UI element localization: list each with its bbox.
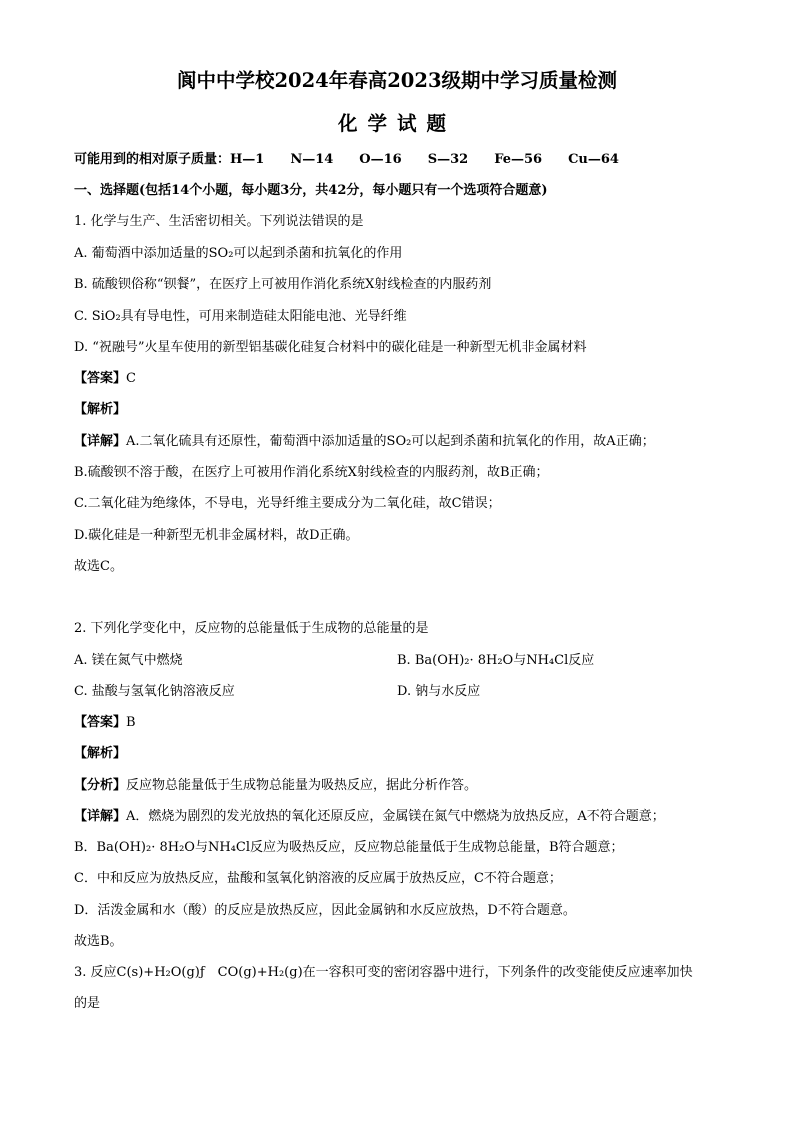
q1-detail-d: D.碳化硅是一种新型无机非金属材料，故D正确。 [74,528,359,543]
q2-option-b: B. Ba(OH)₂· 8H₂O与NH₄Cl反应 [397,653,595,668]
section-title: 一、选择题(包括14个小题，每小题3分，共42分，每小题只有一个选项符合题意) [74,183,548,198]
q1-option-b: B. 硫酸钡俗称“钡餐”，在医疗上可被用作消化系统X射线检查的内服药剂 [74,277,492,292]
q1-option-d: D. “祝融号”火星车使用的新型铝基碳化硅复合材料中的碳化硅是一种新型无机非金属材料 [74,340,587,355]
q2-detail-b: B．Ba(OH)₂· 8H₂O与NH₄Cl反应为吸热反应，反应物总能量低于生成物总能量，B符合题意； [74,840,624,855]
q1-option-c: C. SiO₂具有导电性，可用来制造硅太阳能电池、光导纤维 [74,309,407,324]
detail-label: 【详解】 [74,809,127,824]
q2-stem: 2. 下列化学变化中，反应物的总能量低于生成物的总能量的是 [74,621,429,636]
detail-label: 【详解】 [74,434,127,449]
q3-stem-line2: 的是 [74,996,101,1011]
q1-detail-a [74,433,655,451]
fenxi-text: 反应物总能量低于生成物总能量为吸热反应，据此分析作答。 [126,778,478,793]
q1-stem: 1. 化学与生产、生活密切相关。下列说法错误的是 [74,214,364,229]
q2-detail-d: D．活泼金属和水（酸）的反应是放热反应，因此金属钠和水反应放热，D不符合题意。 [74,903,576,918]
detail-text: A．燃烧为剧烈的发光放热的氧化还原反应，金属镁在氮气中燃烧为放热反应，A不符合题意； [126,809,665,824]
atomic-masses: 可能用到的相对原子质量：H—1 N—14 O—16 S—32 Fe—56 Cu—64 [74,152,619,167]
q1-detail-c: C.二氧化硅为绝缘体，不导电，光导纤维主要成分为二氧化硅，故C错误； [74,496,501,511]
q2-conclusion: 故选B。 [74,934,123,949]
q2-option-d: D. 钠与水反应 [397,684,481,699]
q2-fenxi [74,777,477,795]
answer-value: C [126,371,136,386]
q1-detail-b: B.硫酸钡不溶于酸，在医疗上可被用作消化系统X射线检查的内服药剂，故B正确； [74,465,549,480]
answer-label: 【答案】 [74,371,127,386]
q1-answer [74,370,136,388]
q1-analysis-label: 【解析】 [74,402,127,417]
detail-text: A.二氧化硫具有还原性，葡萄酒中添加适量的SO₂可以起到杀菌和抗氧化的作用，故A正确； [126,434,655,449]
q3-stem-line1: 3. 反应C(s)+H₂O(g)ƒ CO(g)+H₂(g)在一容积可变的密闭容器中进行，下列条件的改变能使反应速率加快 [74,965,693,980]
page-subtitle: 化学试题 [337,112,456,135]
q2-option-c: C. 盐酸与氢氧化钠溶液反应 [74,684,235,699]
page-title: 阆中中学校2024年春高2023级期中学习质量检测 [176,69,618,92]
answer-value: B [126,715,136,730]
fenxi-label: 【分析】 [74,778,127,793]
q2-option-a: A. 镁在氮气中燃烧 [74,653,183,668]
answer-label: 【答案】 [74,715,127,730]
q2-answer [74,714,136,732]
q1-conclusion: 故选C。 [74,559,123,574]
q2-detail-a [74,808,665,826]
q1-option-a: A. 葡萄酒中添加适量的SO₂可以起到杀菌和抗氧化的作用 [74,246,403,261]
q2-detail-c: C．中和反应为放热反应，盐酸和氢氧化钠溶液的反应属于放热反应，C不符合题意； [74,871,562,886]
q2-analysis-label: 【解析】 [74,746,127,761]
